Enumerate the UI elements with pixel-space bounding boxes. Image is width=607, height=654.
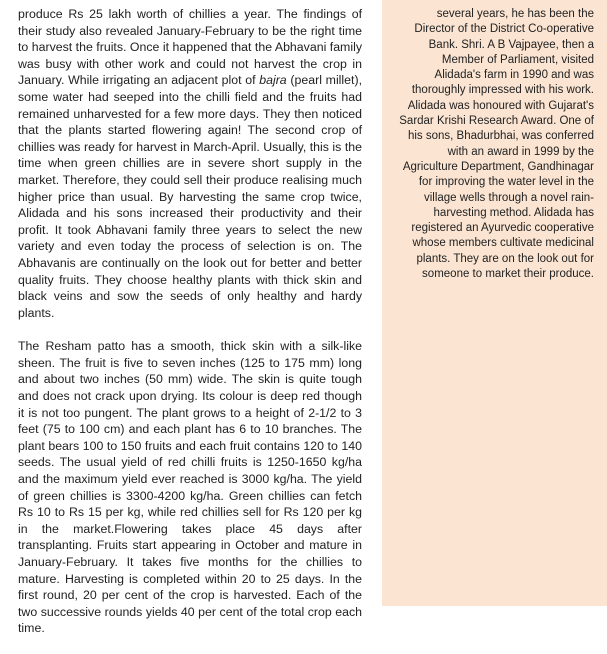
italic-term-bajra: bajra [259, 73, 287, 88]
sidebar-text: several years, he has been the Director of the District Co-operative Bank. Shri. A B Vajpayee, then a Member of Parliament, visited Alidada's farm in 1990 and was thoroughly impressed with his work. Alidada was honoured with Gujarat's Sardar Krishi Research Award. One of his sons, Bhadurbhai, was conferred with an award in 1999 by the Agriculture Department, Gandhinagar for improving the water level in the village wells through a novel rain-harvesting method. Alidada has registered an Ayurvedic cooperative whose members cultivate medicinal plants. They are on the look out for someone to market their produce. [399, 8, 594, 281]
main-column [18, 6, 362, 654]
paragraph-text: produce Rs 25 lakh worth of chillies a year. The findings of their study also revealed January-February to be the right time to harvest the fruits. Once it happened that the Abhavani family was busy with other work and could not harvest the crop in January. While irrigating an adjacent plot of [18, 7, 362, 88]
paragraph-resham-patto: The Resham patto has a smooth, thick skin with a silk-like sheen. The fruit is five to seven inches (125 to 175 mm) long and about two inches (50 mm) wide. The skin is quite tough and does not crack upon drying. Its colour is deep red though it is not too pungent. The plant grows to a height of 2-1/2 to 3 feet (75 to 100 cm) and each plant has 6 to 10 branches. The plant bears 100 to 150 fruits and each fruit contains 120 to 140 seeds. The usual yield of red chilli fruits is 1250-1650 kg/ha and the maximum yield ever reached is 3000 kg/ha. The yield of green chillies is 3300-4200 kg/ha. Green chillies can fetch Rs 10 to Rs 15 per kg, while red chillies sell for Rs 120 per kg in the market.Flowering takes place 45 days after transplanting. Fruits start appearing in October and mature in January-February. It takes five months for the chillies to mature. Harvesting is completed within 20 to 25 days. In the first round, 20 per cent of the crop is harvested. Each of the two successive rounds yields 40 per cent of the total crop each time. [18, 339, 362, 636]
paragraph-text: (pearl millet), some water had seeped into the chilli field and the fruits had remained unharvested for a few more days. They then noticed that the plants started flowering again! The second crop of chillies was ready for harvest in March-April. Usually, this is the time when green chillies are in severe short supply in the market. Therefore, they could sell their produce realising much higher price than usual. By harvesting the same crop twice, Alidada and his sons increased their productivity and their profit. It took Abhavani family three years to select the new variety and even today the process of selection is on. The Abhavanis are continually on the look out for better and better quality fruits. They choose healthy plants with thick skin and black veins and sow the seeds of only healthy and hardy plants. [18, 73, 362, 320]
sidebar-box [382, 0, 607, 606]
paragraph-harvest-findings [18, 6, 362, 321]
